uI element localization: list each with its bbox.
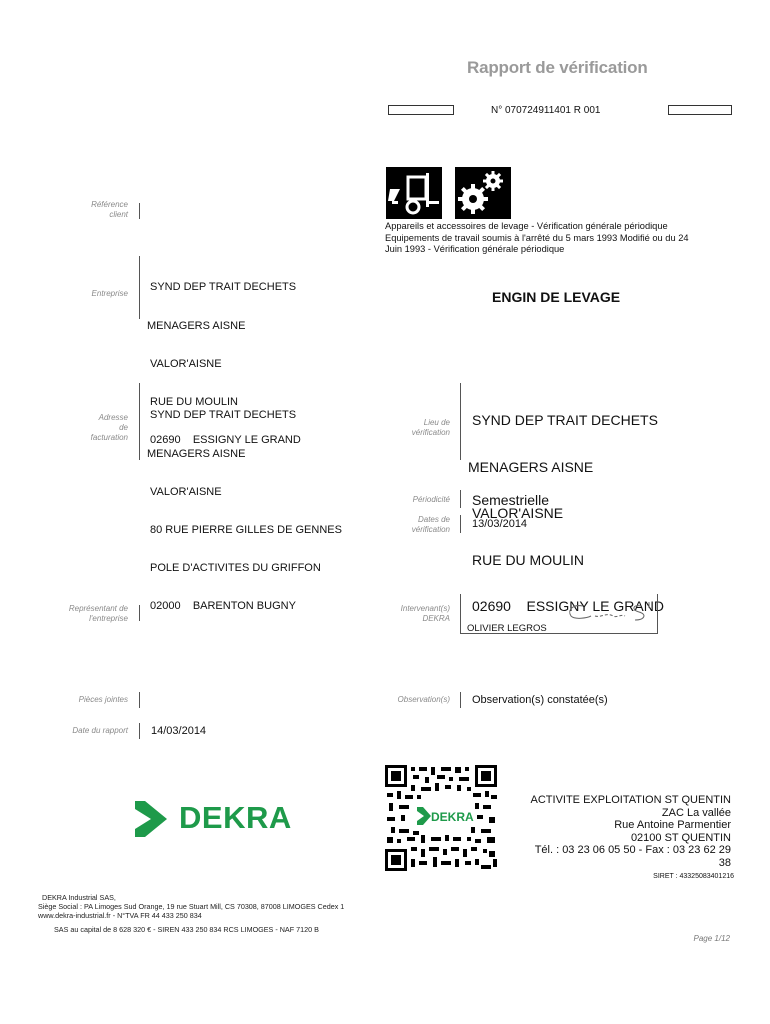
intervenant-name: OLIVIER LEGROS — [467, 623, 547, 634]
periodicite-value: Semestrielle — [472, 492, 550, 508]
gears-icon — [455, 167, 511, 219]
dekra-logo-icon — [133, 799, 169, 839]
label-entreprise: Entreprise — [91, 289, 128, 298]
signature-icon — [561, 598, 657, 626]
report-title: Rapport de vérification — [467, 58, 648, 77]
divider — [139, 203, 140, 219]
category-line: Juin 1993 - Vérification générale périodique — [385, 244, 565, 254]
observations-value: Observation(s) constatée(s) — [472, 694, 608, 706]
category-description — [385, 221, 735, 256]
label-lieu-verification: Lieu de vérification — [411, 418, 450, 437]
label-observations: Observation(s) — [397, 695, 450, 704]
divider — [139, 605, 140, 621]
category-line: Equipements de travail soumis à l'arrêté du 5 mars 1993 Modifié ou du 24 — [385, 232, 689, 243]
header-left-box — [388, 105, 454, 115]
entreprise-address: SYND DEP TRAIT DECHETS MENAGERS AISNE VALOR'AISNE RUE DU MOULIN 02690 ESSIGNY LE GRAND — [147, 281, 301, 446]
date-rapport-value: 14/03/2014 — [151, 725, 207, 737]
lieu-address: SYND DEP TRAIT DECHETS MENAGERS AISNE VALOR'AISNE RUE DU MOULIN 02690 ESSIGNY LE GRAND — [468, 412, 664, 614]
divider — [139, 383, 140, 460]
forklift-icon — [386, 167, 442, 219]
qr-code — [385, 765, 497, 871]
label-intervenant: Intervenant(s) DEKRA — [400, 604, 450, 623]
dekra-logo-text: DEKRA — [179, 800, 292, 835]
divider — [139, 692, 140, 708]
siret: SIRET : 43325083401216 — [653, 873, 734, 880]
facturation-address: SYND DEP TRAIT DECHETS MENAGERS AISNE VALOR'AISNE 80 RUE PIERRE GILLES DE GENNES POLE D'ACTIVITES DU GRIFFON 02000 BARENTON BUGNY — [147, 409, 342, 612]
label-adresse-facturation: Adresse de facturation — [90, 413, 128, 442]
divider — [460, 515, 461, 533]
footer-company: DEKRA Industrial SAS, — [42, 893, 116, 902]
footer-address: Siège Social : PA Limoges Sud Orange, 19 rue Stuart Mill, CS 70308, 87008 LIMOGES Cedex 1 — [38, 902, 345, 911]
label-periodicite: Périodicité — [412, 495, 450, 504]
label-reference-client: Référence client — [91, 200, 128, 219]
divider — [460, 383, 461, 460]
label-representant: Représentant de l'entreprise — [68, 604, 128, 623]
divider — [139, 723, 140, 739]
report-number: N° 070724911401 R 001 — [491, 105, 601, 116]
label-dates-verification: Dates de vérification — [411, 515, 450, 534]
dekra-logo — [133, 797, 293, 839]
category-line: Appareils et accessoires de levage - Vérification générale périodique — [385, 221, 668, 231]
label-date-rapport: Date du rapport — [72, 726, 128, 735]
divider — [139, 256, 140, 319]
label-pieces-jointes: Pièces jointes — [78, 695, 128, 704]
header-right-box — [668, 105, 732, 115]
equipment-type: ENGIN DE LEVAGE — [492, 289, 621, 305]
qr-logo-text: DEKRA — [431, 810, 474, 824]
date-verification-value: 13/03/2014 — [472, 518, 528, 530]
footer-web: www.dekra-industrial.fr - N°TVA FR 44 433 250 834 — [38, 911, 202, 920]
agency-address: ACTIVITE EXPLOITATION ST QUENTIN ZAC La vallée Rue Antoine Parmentier 02100 ST QUENTIN Tél. : 03 23 06 05 50 - Fax : 03 23 62 29 38 — [530, 794, 731, 869]
divider — [460, 490, 461, 508]
footer-capital: SAS au capital de 8 628 320 € - SIREN 433 250 834 RCS LIMOGES - NAF 7120 B — [54, 925, 319, 934]
page-number: Page 1/12 — [693, 934, 730, 943]
divider — [460, 692, 461, 708]
